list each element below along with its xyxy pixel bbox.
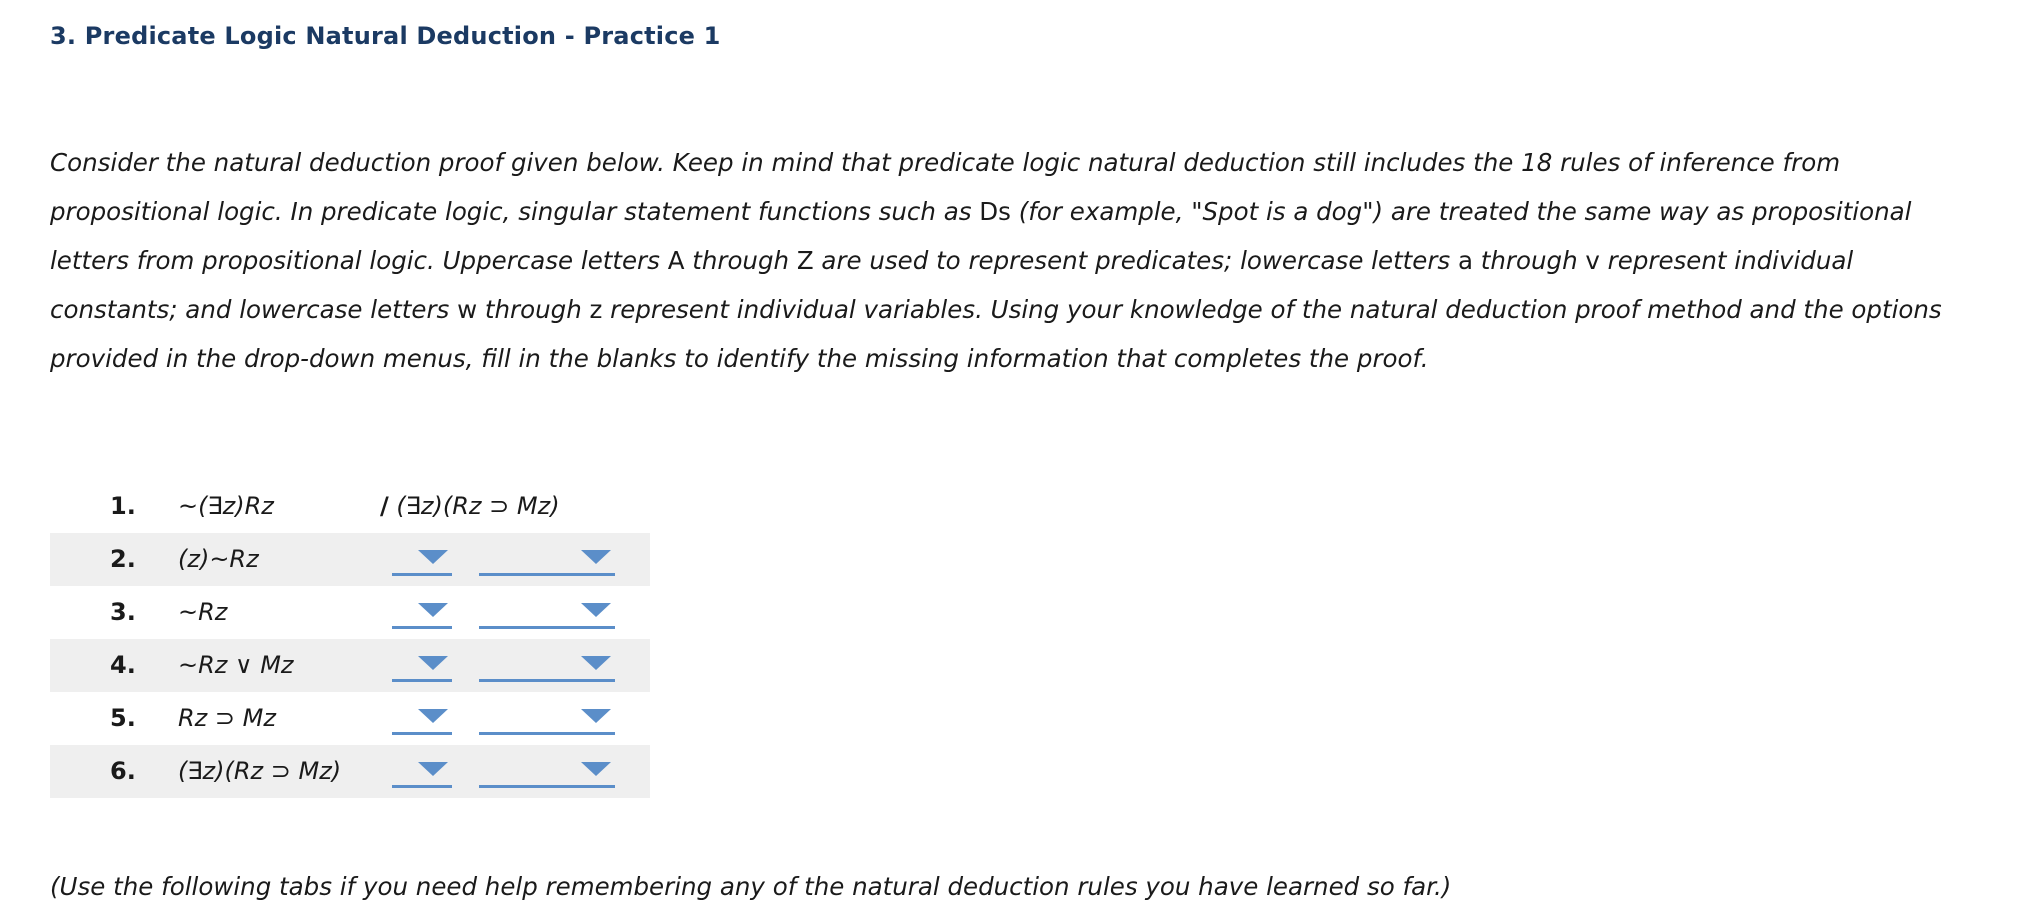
line-number: 2.	[110, 545, 136, 573]
conclusion-label	[380, 492, 560, 520]
instructions-text: (for example, "Spot is a dog") are treated the same way as propositional letters from propositional logic. Uppercase letters	[50, 197, 1912, 275]
line-number: 4.	[110, 651, 136, 679]
step-formula: (z)~Rz	[178, 545, 259, 573]
chevron-down-icon	[418, 762, 448, 776]
chevron-down-icon	[581, 709, 611, 723]
chevron-down-icon	[581, 656, 611, 670]
chevron-down-icon	[418, 603, 448, 617]
chevron-down-icon	[581, 603, 611, 617]
step-formula: Rz ⊃ Mz	[178, 704, 276, 732]
instructions-text: represent individual constants; and lowercase letters	[50, 246, 1854, 324]
rule-dropdown[interactable]	[479, 759, 615, 788]
step-formula: (∃z)(Rz ⊃ Mz)	[178, 757, 342, 785]
proof-row	[50, 586, 650, 639]
proof-row	[50, 745, 650, 798]
chevron-down-icon	[418, 709, 448, 723]
premise-formula: ~(∃z)Rz	[178, 492, 274, 520]
line-reference-dropdown[interactable]	[392, 547, 452, 576]
rule-dropdown[interactable]	[479, 653, 615, 682]
rule-dropdown[interactable]	[479, 706, 615, 735]
rule-dropdown[interactable]	[479, 547, 615, 576]
chevron-down-icon	[418, 656, 448, 670]
chevron-down-icon	[418, 550, 448, 564]
instructions-term: z	[589, 295, 603, 324]
line-number: 1.	[110, 492, 136, 520]
instructions-text: are used to represent predicates; lowercase letters	[813, 246, 1458, 275]
conclusion-slash: /	[380, 492, 389, 520]
instructions-term: w	[457, 295, 478, 324]
line-number: 6.	[110, 757, 136, 785]
conclusion-formula: (∃z)(Rz ⊃ Mz)	[396, 492, 560, 520]
line-reference-dropdown[interactable]	[392, 653, 452, 682]
instructions-text: through	[477, 295, 590, 324]
proof-row	[50, 692, 650, 745]
instructions-term: A	[667, 246, 685, 275]
proof-row	[50, 533, 650, 586]
instructions-term: Z	[796, 246, 814, 275]
instructions-text: Consider the natural deduction proof given below. Keep in mind that predicate logic natural deduction still includes the 18 rules of inference from propositional logic. In predicate logic, singular statement functions such as	[50, 148, 1841, 226]
line-number: 3.	[110, 598, 136, 626]
line-reference-dropdown[interactable]	[392, 759, 452, 788]
chevron-down-icon	[581, 550, 611, 564]
line-reference-dropdown[interactable]	[392, 600, 452, 629]
instructions-text: through	[1473, 246, 1586, 275]
proof-table	[50, 480, 650, 798]
line-reference-dropdown[interactable]	[392, 706, 452, 735]
step-formula: ~Rz ∨ Mz	[178, 651, 294, 679]
instructions-term: a	[1457, 246, 1473, 275]
instructions-term: Ds	[979, 197, 1011, 226]
help-note: (Use the following tabs if you need help remembering any of the natural deduction rules you have learned so far.)	[50, 872, 1452, 901]
page-title: 3. Predicate Logic Natural Deduction - Practice 1	[50, 22, 721, 50]
rule-dropdown[interactable]	[479, 600, 615, 629]
proof-row-premise	[50, 480, 650, 533]
proof-row	[50, 639, 650, 692]
instructions-text: through	[684, 246, 797, 275]
instructions-term: v	[1585, 246, 1600, 275]
instructions-text: represent individual variables. Using your knowledge of the natural deduction proof method and the options provided in the drop-down menus, fill in the blanks to identify the missing information that completes the proof.	[50, 295, 1942, 373]
step-formula: ~Rz	[178, 598, 228, 626]
line-number: 5.	[110, 704, 136, 732]
instructions-paragraph	[50, 138, 1950, 383]
chevron-down-icon	[581, 762, 611, 776]
